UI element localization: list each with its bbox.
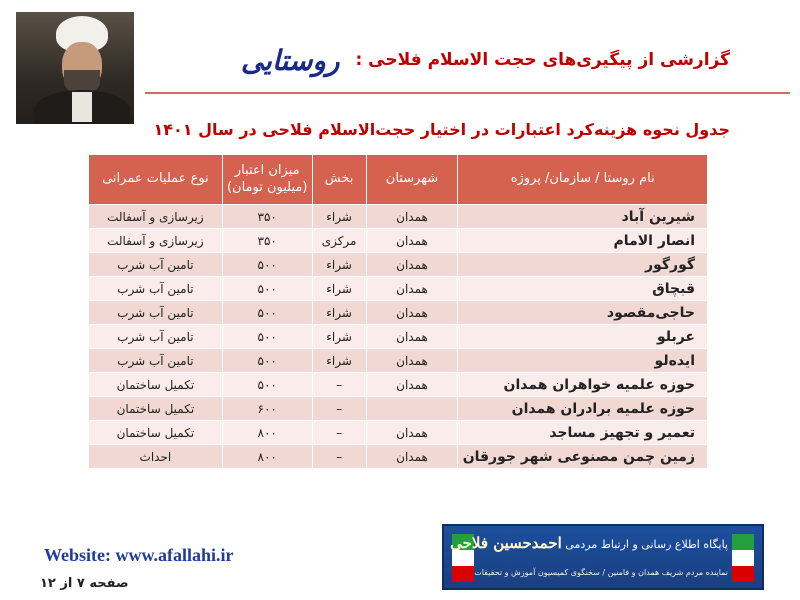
website-link[interactable]: Website: www.afallahi.ir [44, 545, 234, 565]
cell-operation: تکمیل ساختمان [89, 373, 223, 397]
cell-district: شراء [312, 253, 366, 277]
cell-district: شراء [312, 325, 366, 349]
table-row [89, 325, 708, 349]
cell-district: شراء [312, 349, 366, 373]
cell-operation: تامین آب شرب [89, 349, 223, 373]
cell-amount: ۶۰۰ [222, 397, 312, 421]
cell-county: همدان [366, 229, 458, 253]
cell-project: شیرین آباد [458, 205, 708, 229]
cell-county: همدان [366, 325, 458, 349]
cell-project: قبچاق [458, 277, 708, 301]
cell-county: همدان [366, 301, 458, 325]
table-row [89, 397, 708, 421]
cell-county: همدان [366, 277, 458, 301]
cell-amount: ۵۰۰ [222, 253, 312, 277]
table-row [89, 277, 708, 301]
table-row [89, 373, 708, 397]
cell-district: – [312, 445, 366, 469]
portrait-photo [16, 12, 134, 124]
cell-district: شراء [312, 301, 366, 325]
header-operation: نوع عملیات عمرانی [89, 155, 223, 205]
iran-flag-icon [732, 534, 754, 582]
cell-county: همدان [366, 349, 458, 373]
cell-project: حوزه علمیه برادران همدان [458, 397, 708, 421]
cell-operation: تامین آب شرب [89, 325, 223, 349]
cell-district: – [312, 397, 366, 421]
cell-amount: ۵۰۰ [222, 373, 312, 397]
cell-project: تعمیر و تجهیز مساجد [458, 421, 708, 445]
cell-county: همدان [366, 445, 458, 469]
cell-county [366, 397, 458, 421]
cell-operation: تامین آب شرب [89, 277, 223, 301]
header-amount: میزان اعتبار (میلیون تومان) [222, 155, 312, 205]
collar-shape [72, 92, 92, 122]
table-row [89, 205, 708, 229]
cell-district: – [312, 373, 366, 397]
page-title [241, 40, 730, 80]
table-row [89, 301, 708, 325]
cell-operation: زیرسازی و آسفالت [89, 229, 223, 253]
cell-amount: ۵۰۰ [222, 349, 312, 373]
cell-project: انصار الامام [458, 229, 708, 253]
table-row [89, 421, 708, 445]
report-title: گزارشی از پیگیری‌های حجت الاسلام فلاحی : [355, 50, 730, 70]
table-row [89, 349, 708, 373]
cell-district: شراء [312, 277, 366, 301]
header-county: شهرستان [366, 155, 458, 205]
cell-county: همدان [366, 253, 458, 277]
header-project: نام روستا / سازمان/ پروژه [458, 155, 708, 205]
cell-project: حاجی‌مقصود [458, 301, 708, 325]
cell-operation: تامین آب شرب [89, 253, 223, 277]
banner-title [450, 534, 728, 552]
header-district: بخش [312, 155, 366, 205]
cell-county: همدان [366, 373, 458, 397]
table-row [89, 253, 708, 277]
cell-district: – [312, 421, 366, 445]
banner-prefix: پایگاه اطلاع رسانی و ارتباط مردمی [565, 538, 728, 551]
table-header-row [89, 155, 708, 205]
cell-amount: ۳۵۰ [222, 229, 312, 253]
cell-project: ایده‌لو [458, 349, 708, 373]
cell-district: مرکزی [312, 229, 366, 253]
banner-subtitle: نماینده مردم شریف همدان و فامنین / سخنگوی کمیسیون آموزش و تحقیقات [474, 568, 728, 577]
cell-amount: ۵۰۰ [222, 301, 312, 325]
cell-county: همدان [366, 421, 458, 445]
cell-county: همدان [366, 205, 458, 229]
table-title: جدول نحوه هزینه‌کرد اعتبارات در اختیار حجت‌الاسلام فلاحی در سال ۱۴۰۱ [153, 120, 730, 139]
credits-table [88, 154, 708, 469]
table-row [89, 445, 708, 469]
cell-amount: ۸۰۰ [222, 421, 312, 445]
cell-operation: زیرسازی و آسفالت [89, 205, 223, 229]
cell-amount: ۵۰۰ [222, 325, 312, 349]
cell-amount: ۸۰۰ [222, 445, 312, 469]
cell-operation: تامین آب شرب [89, 301, 223, 325]
cell-project: حوزه علمیه خواهران همدان [458, 373, 708, 397]
banner-name: احمدحسین فلاحی [450, 534, 562, 552]
cell-operation: احداث [89, 445, 223, 469]
site-banner[interactable] [442, 524, 764, 590]
cell-operation: تکمیل ساختمان [89, 421, 223, 445]
cell-district: شراء [312, 205, 366, 229]
cell-project: گورگور [458, 253, 708, 277]
cell-amount: ۳۵۰ [222, 205, 312, 229]
section-label: روستایی [240, 43, 340, 77]
page-number: صفحه ۷ از ۱۲ [40, 576, 129, 591]
header-divider [145, 92, 790, 94]
cell-project: زمین چمن مصنوعی شهر جورقان [458, 445, 708, 469]
cell-amount: ۵۰۰ [222, 277, 312, 301]
table-row [89, 229, 708, 253]
cell-operation: تکمیل ساختمان [89, 397, 223, 421]
cell-project: عربلو [458, 325, 708, 349]
